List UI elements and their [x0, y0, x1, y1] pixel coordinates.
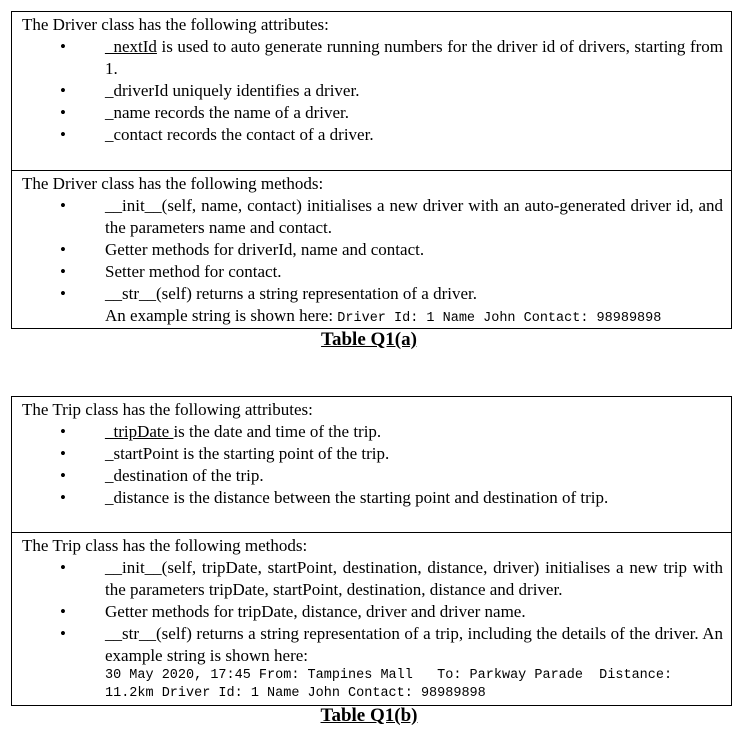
driver-attributes-list	[22, 36, 723, 146]
list-item: • Getter methods for tripDate, distance, driver and driver name.	[22, 601, 723, 623]
trip-attributes-cell	[12, 397, 731, 532]
driver-methods-list	[22, 195, 723, 330]
list-item: • _driverId uniquely identifies a driver.	[22, 80, 723, 102]
driver-example-code: Driver Id: 1 Name John Contact: 98989898	[337, 311, 662, 326]
driver-example-line: An example string is shown here: Driver Id: 1 Name John Contact: 98989898	[105, 306, 662, 326]
driver-attributes-cell	[12, 12, 731, 170]
list-item: • _distance is the distance between the starting point and destination of trip.	[22, 487, 723, 509]
table-q1b-caption: Table Q1(b)	[320, 705, 418, 726]
driver-methods-heading: The Driver class has the following methods:	[22, 174, 324, 193]
list-item: • Setter method for contact.	[22, 261, 723, 283]
table-q1a-caption: Table Q1(a)	[321, 329, 417, 350]
trip-methods-cell	[12, 532, 731, 705]
trip-example-line-2: 11.2km Driver Id: 1 Name John Contact: 98989898	[105, 686, 486, 701]
list-item: • _destination of the trip.	[22, 465, 723, 487]
trip-methods-list	[22, 557, 723, 703]
table-q1b	[11, 396, 732, 706]
trip-methods-heading: The Trip class has the following methods:	[22, 536, 308, 555]
list-item: • _name records the name of a driver.	[22, 102, 723, 124]
driver-attributes-heading: The Driver class has the following attributes:	[22, 15, 329, 34]
driver-methods-cell	[12, 170, 731, 328]
list-item: • _startPoint is the starting point of the trip.	[22, 443, 723, 465]
list-item: • _contact records the contact of a driver.	[22, 124, 723, 146]
trip-attributes-heading: The Trip class has the following attributes:	[22, 400, 313, 419]
list-item: • __str__(self) returns a string representation of a trip, including the details of the driver. An example string is shown here:	[22, 623, 723, 667]
list-item: • _nextId is used to auto generate running numbers for the driver id of drivers, starting from 1.	[22, 36, 723, 80]
trip-example-line-1: 30 May 2020, 17:45 From: Tampines Mall To: Parkway Parade Distance:	[105, 668, 673, 683]
list-item: • __str__(self) returns a string representation of a driver.	[22, 283, 723, 305]
trip-attributes-list	[22, 421, 723, 509]
list-item: • __init__(self, name, contact) initialises a new driver with an auto-generated driver id, and the parameters name and contact.	[22, 195, 723, 239]
list-item: • _tripDate is the date and time of the trip.	[22, 421, 723, 443]
table-q1a	[11, 11, 732, 329]
list-item: • Getter methods for driverId, name and contact.	[22, 239, 723, 261]
list-item: • __init__(self, tripDate, startPoint, destination, distance, driver) initialises a new trip with the parameters tripDate, startPoint, destination, distance and driver.	[22, 557, 723, 601]
